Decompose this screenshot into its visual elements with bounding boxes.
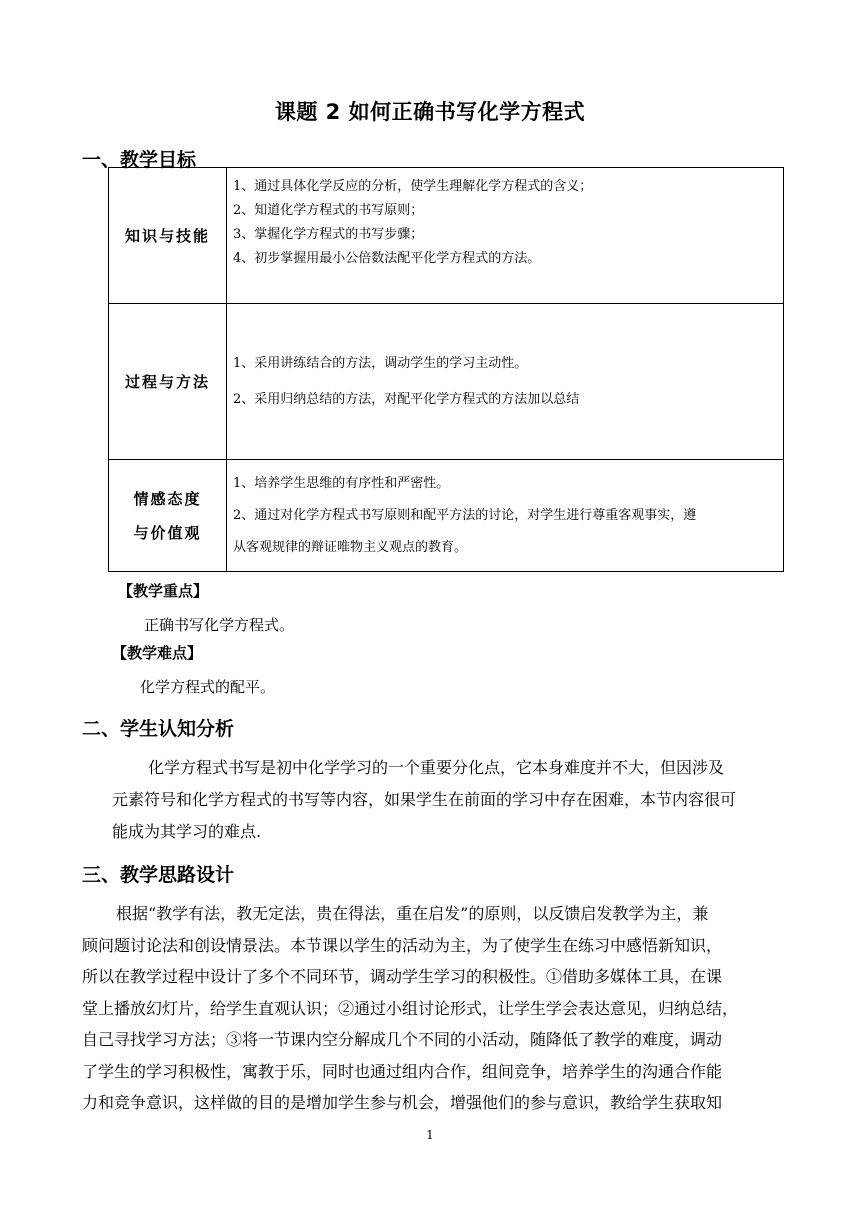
key-point-text: 正确书写化学方程式。 (144, 616, 295, 634)
list-item: 2、通过对化学方程式书写原则和配平方法的讨论，对学生进行尊重客观事实，遵 (233, 507, 697, 523)
row-content-process (227, 304, 784, 460)
section-heading-design: 三、教学思路设计 (82, 864, 235, 886)
list-item: 2、采用归纳总结的方法，对配平化学方程式的方法加以总结 (233, 391, 580, 407)
row-label-text: 知识与技能 (124, 226, 210, 245)
goals-row-attitude (109, 460, 784, 572)
goals-row-knowledge (109, 168, 784, 304)
row-label-knowledge (109, 168, 227, 304)
difficult-point-text: 化学方程式的配平。 (140, 678, 276, 696)
student-analysis-paragraph (112, 752, 792, 848)
list-item: 4、初步掌握用最小公倍数法配平化学方程式的方法。 (233, 251, 541, 266)
paragraph-line: 元素符号和化学方程式的书写等内容，如果学生在前面的学习中存在困难，本节内容很可 (112, 790, 737, 809)
list-item: 从客观规律的辩证唯物主义观点的教育。 (233, 539, 468, 555)
section-heading-student-analysis: 二、学生认知分析 (82, 718, 235, 740)
key-point-label: 【教学重点】 (118, 582, 209, 600)
row-content-attitude (227, 460, 784, 572)
row-label-attitude (109, 460, 227, 572)
section-heading-teaching-goals: 一、教学目标 (82, 149, 197, 171)
paragraph-line: 了学生的学习积极性，寓教于乐，同时也通过组内合作，组间竞争，培养学生的沟通合作能 (82, 1061, 723, 1081)
paragraph-line: 所以在教学过程中设计了多个不同环节，调动学生学习的积极性。①借助多媒体工具，在课 (82, 967, 723, 986)
paragraph-line: 顾问题讨论法和创设情景法。本节课以学生的活动为主，为了使学生在练习中感悟新知识， (82, 935, 723, 955)
row-label-process (109, 304, 227, 460)
list-item: 1、通过具体化学反应的分析，使学生理解化学方程式的含义； (233, 179, 593, 194)
document-title: 课题 2 如何正确书写化学方程式 (274, 100, 586, 124)
goals-row-process (109, 304, 784, 460)
paragraph-line: 根据“教学有法，教无定法，贵在得法，重在启发”的原则，以反馈启发教学为主，兼 (116, 904, 709, 923)
list-item: 1、培养学生思维的有序性和严密性。 (233, 475, 450, 491)
paragraph-line: 化学方程式书写是初中化学学习的一个重要分化点，它本身难度并不大，但因涉及 (148, 758, 725, 777)
difficult-point-label: 【教学难点】 (112, 644, 203, 662)
page-number: 1 (426, 1128, 434, 1142)
paragraph-line: 力和竞争意识，这样做的目的是增加学生参与机会，增强他们的参与意识，教给学生获取知 (82, 1093, 723, 1112)
row-content-knowledge (227, 168, 784, 304)
row-label-line: 情感态度 (133, 489, 202, 508)
list-item: 2、知道化学方程式的书写原则； (233, 203, 424, 218)
paragraph-line: 能成为其学习的难点. (112, 822, 262, 841)
row-label-line: 与价值观 (133, 523, 202, 542)
list-item: 1、采用讲练结合的方法，调动学生的学习主动性。 (233, 355, 528, 371)
paragraph-line: 自己寻找学习方法；③将一节课内空分解成几个不同的小活动，随降低了教学的难度，调动 (82, 1030, 723, 1049)
list-item: 3、掌握化学方程式的书写步骤； (233, 227, 424, 242)
teaching-goals-table (108, 167, 784, 572)
paragraph-line: 堂上播放幻灯片，给学生直观认识；②通过小组讨论形式，让学生学会表达意见，归纳总结， (82, 998, 739, 1018)
design-paragraph (82, 898, 792, 1119)
row-label-text: 过程与方法 (124, 372, 210, 391)
